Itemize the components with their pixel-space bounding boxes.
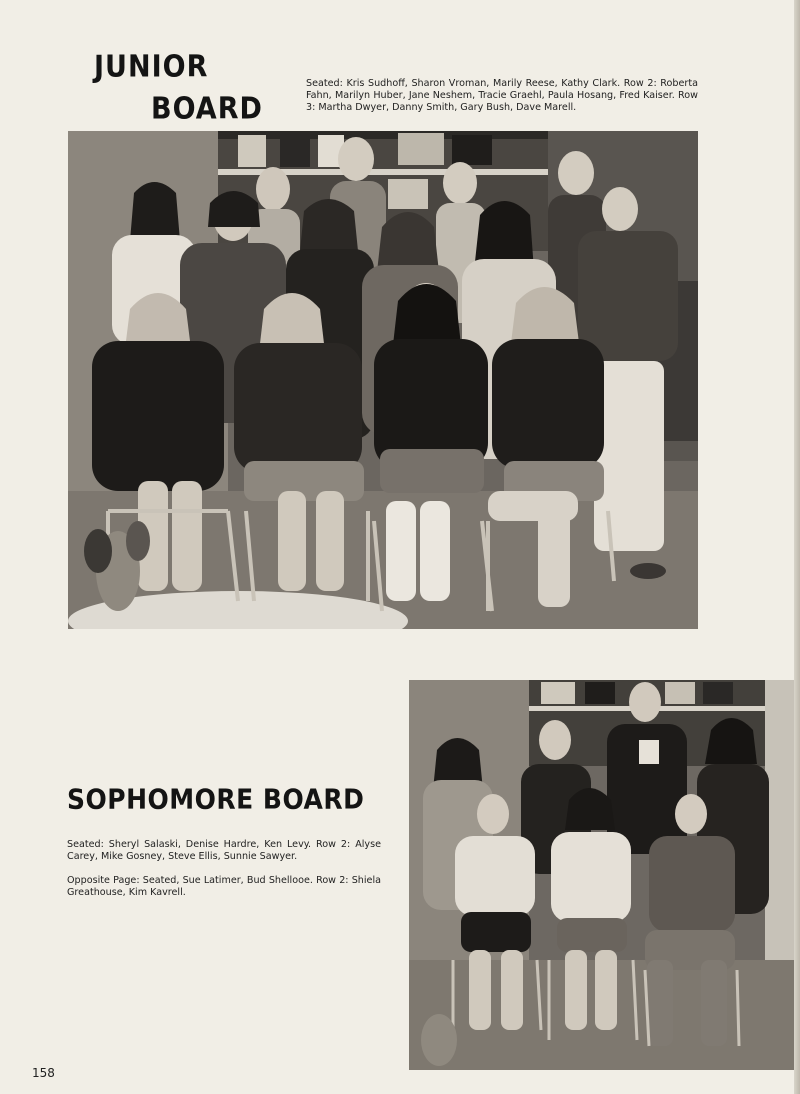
page-edge [794,0,800,1094]
sophomore-board-photo [409,680,794,1070]
junior-board-title-line2: BOARD [151,91,263,127]
page-number: 158 [32,1066,55,1080]
sophomore-board-photo-illustration [409,680,794,1070]
junior-board-photo-illustration [68,131,698,629]
sophomore-board-caption: Seated: Sheryl Salaski, Denise Hardre, Ken Levy. Row 2: Alyse Carey, Mike Gosney, Steve Ellis, Sunnie Sawyer. [67,839,381,862]
junior-board-title-line1: JUNIOR [94,49,209,85]
sophomore-board-title: SOPHOMORE BOARD [67,782,365,816]
junior-board-photo [68,131,698,629]
opposite-page-caption: Opposite Page: Seated, Sue Latimer, Bud Shellooe. Row 2: Shiela Greathouse, Kim Kavrell. [67,875,381,898]
junior-board-caption: Seated: Kris Sudhoff, Sharon Vroman, Marily Reese, Kathy Clark. Row 2: Roberta Fahn, Marilyn Huber, Jane Neshem, Tracie Graehl, Paula Hosang, Fred Kaiser. Row 3: Martha Dwyer, Danny Smith, Gary Bush, Dave Marell. [306,78,698,113]
